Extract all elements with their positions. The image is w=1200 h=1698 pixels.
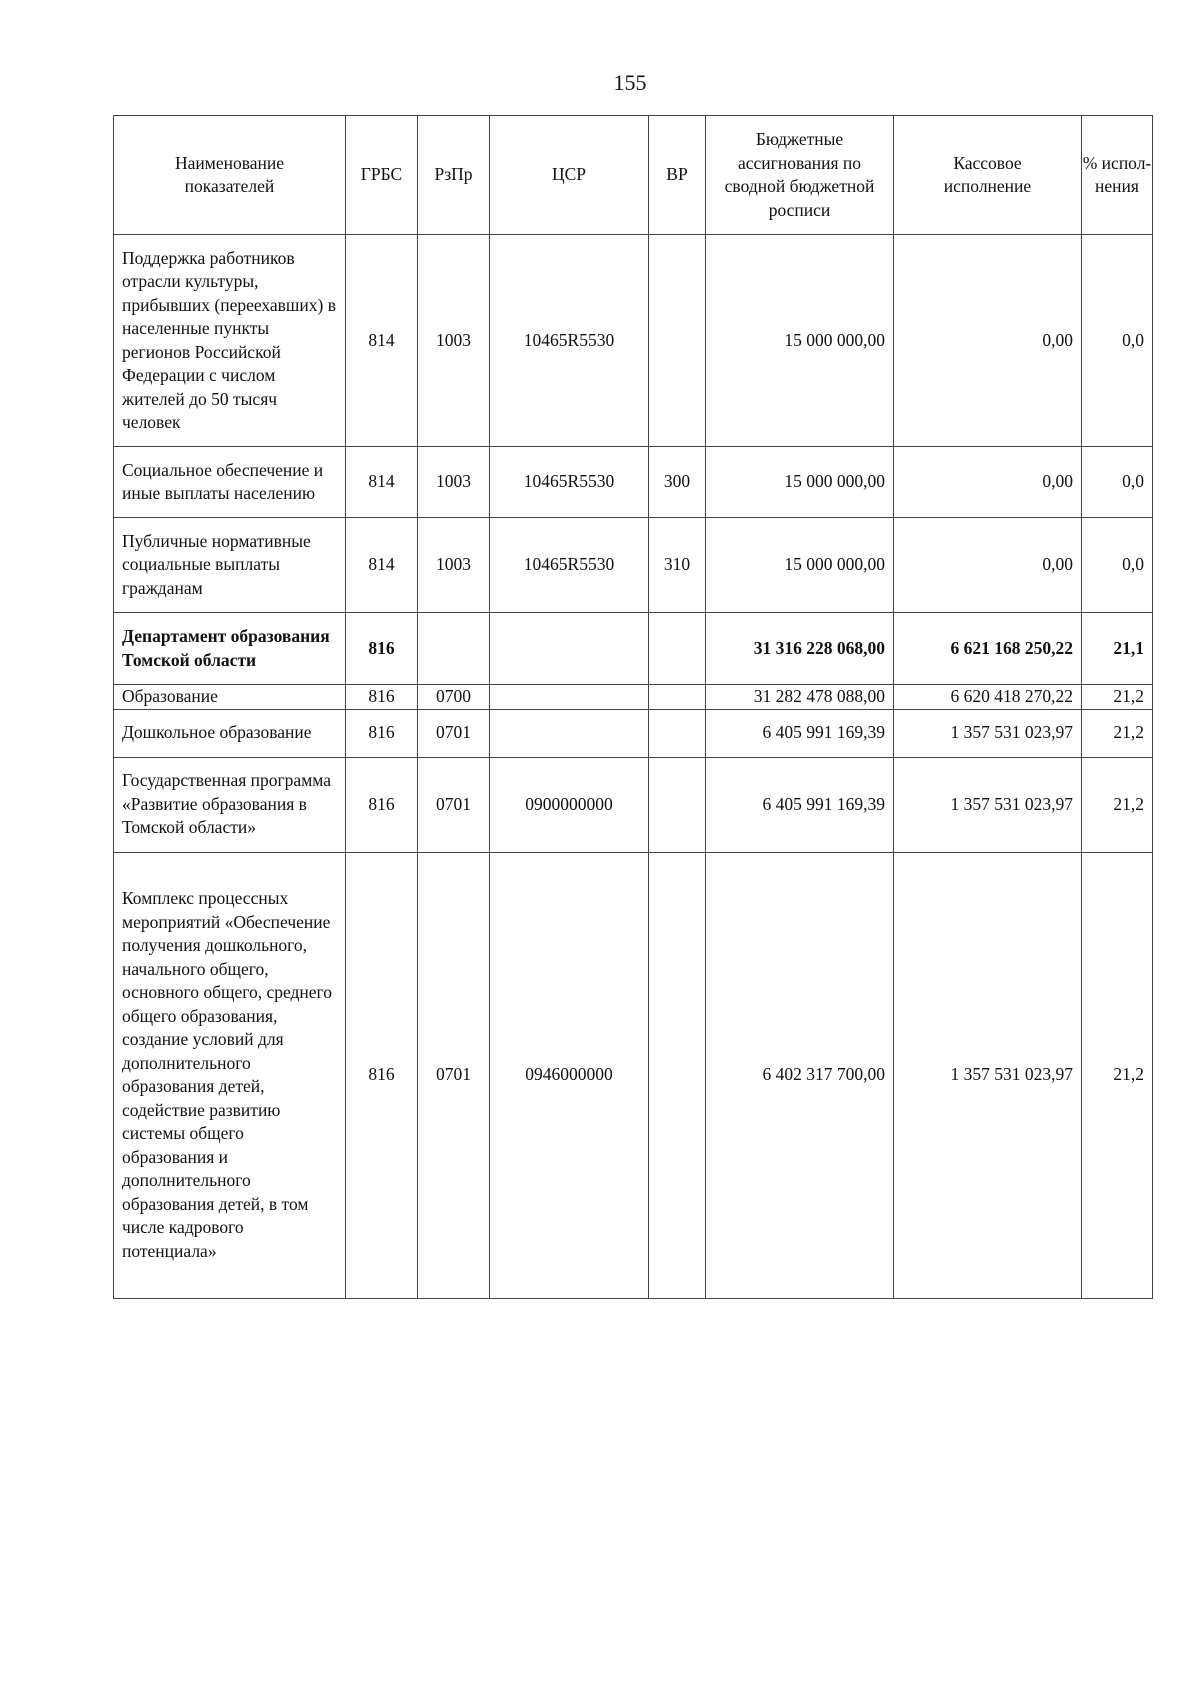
- row-grbs: 814: [346, 518, 418, 613]
- row-cash: 0,00: [894, 235, 1082, 447]
- row-cash: 0,00: [894, 518, 1082, 613]
- budget-table: [113, 115, 1153, 1299]
- table-row: [114, 852, 1153, 1298]
- row-grbs: 816: [346, 709, 418, 757]
- row-rzpr: 1003: [418, 518, 490, 613]
- row-pct: 21,2: [1082, 709, 1153, 757]
- header-vr: ВР: [649, 116, 706, 235]
- table-row: [114, 613, 1153, 685]
- row-name: Публичные нормативные социальные выплаты гражданам: [114, 518, 346, 613]
- header-rzpr: РзПр: [418, 116, 490, 235]
- row-vr: 310: [649, 518, 706, 613]
- row-assign: 15 000 000,00: [706, 518, 894, 613]
- header-row: [114, 116, 1153, 235]
- row-rzpr: 1003: [418, 447, 490, 518]
- header-csr: ЦСР: [490, 116, 649, 235]
- row-pct: 0,0: [1082, 518, 1153, 613]
- row-pct: 0,0: [1082, 447, 1153, 518]
- header-cash: Кассовое исполнение: [894, 116, 1082, 235]
- row-name: Социальное обеспечение и иные выплаты населению: [114, 447, 346, 518]
- row-csr: 0900000000: [490, 757, 649, 852]
- row-assign: 6 405 991 169,39: [706, 757, 894, 852]
- row-name: Дошкольное образование: [114, 709, 346, 757]
- row-rzpr: 0701: [418, 757, 490, 852]
- row-grbs: 814: [346, 235, 418, 447]
- row-grbs: 816: [346, 757, 418, 852]
- row-csr: 10465R5530: [490, 447, 649, 518]
- row-grbs: 816: [346, 852, 418, 1298]
- row-pct: 21,1: [1082, 613, 1153, 685]
- header-name: Наименование показателей: [114, 116, 346, 235]
- row-csr: [490, 709, 649, 757]
- row-rzpr: [418, 613, 490, 685]
- row-cash: 0,00: [894, 447, 1082, 518]
- row-vr: 300: [649, 447, 706, 518]
- table-row: [114, 518, 1153, 613]
- row-vr: [649, 852, 706, 1298]
- row-vr: [649, 709, 706, 757]
- row-assign: 6 402 317 700,00: [706, 852, 894, 1298]
- row-cash: 1 357 531 023,97: [894, 852, 1082, 1298]
- row-cash: 1 357 531 023,97: [894, 709, 1082, 757]
- row-grbs: 816: [346, 685, 418, 710]
- row-name: Поддержка работников отрасли культуры, прибывших (переехавших) в населенные пункты регионов Российской Федерации с числом жителей до 50 тысяч человек: [114, 235, 346, 447]
- page-number: 155: [613, 70, 647, 95]
- row-name: Государственная программа «Развитие образования в Томской области»: [114, 757, 346, 852]
- row-pct: 21,2: [1082, 685, 1153, 710]
- row-csr: [490, 613, 649, 685]
- row-assign: 31 282 478 088,00: [706, 685, 894, 710]
- table-row: [114, 447, 1153, 518]
- row-rzpr: 0701: [418, 709, 490, 757]
- row-cash: 1 357 531 023,97: [894, 757, 1082, 852]
- row-name: Комплекс процессных мероприятий «Обеспечение получения дошкольного, начального общего, основного общего, среднего общего образования, создание условий для дополнительного образования детей, содействие развитию системы общего образования и дополнительного образования детей, в том числе кадрового потенциала»: [114, 852, 346, 1298]
- row-pct: 0,0: [1082, 235, 1153, 447]
- row-rzpr: 0701: [418, 852, 490, 1298]
- row-name: Департамент образования Томской области: [114, 613, 346, 685]
- row-rzpr: 1003: [418, 235, 490, 447]
- row-vr: [649, 685, 706, 710]
- row-pct: 21,2: [1082, 757, 1153, 852]
- row-csr: 0946000000: [490, 852, 649, 1298]
- table-row: [114, 709, 1153, 757]
- row-vr: [649, 613, 706, 685]
- table-row: [114, 757, 1153, 852]
- row-grbs: 816: [346, 613, 418, 685]
- row-pct: 21,2: [1082, 852, 1153, 1298]
- header-grbs: ГРБС: [346, 116, 418, 235]
- header-assign: Бюджетные ассигнования по сводной бюджетной росписи: [706, 116, 894, 235]
- row-vr: [649, 235, 706, 447]
- row-name: Образование: [114, 685, 346, 710]
- row-assign: 15 000 000,00: [706, 235, 894, 447]
- row-csr: [490, 685, 649, 710]
- row-rzpr: 0700: [418, 685, 490, 710]
- table-row: [114, 685, 1153, 710]
- row-assign: 31 316 228 068,00: [706, 613, 894, 685]
- row-grbs: 814: [346, 447, 418, 518]
- row-cash: 6 620 418 270,22: [894, 685, 1082, 710]
- row-assign: 15 000 000,00: [706, 447, 894, 518]
- table-row: [114, 235, 1153, 447]
- row-vr: [649, 757, 706, 852]
- row-csr: 10465R5530: [490, 235, 649, 447]
- row-cash: 6 621 168 250,22: [894, 613, 1082, 685]
- row-assign: 6 405 991 169,39: [706, 709, 894, 757]
- header-pct: % испол-нения: [1082, 116, 1153, 235]
- row-csr: 10465R5530: [490, 518, 649, 613]
